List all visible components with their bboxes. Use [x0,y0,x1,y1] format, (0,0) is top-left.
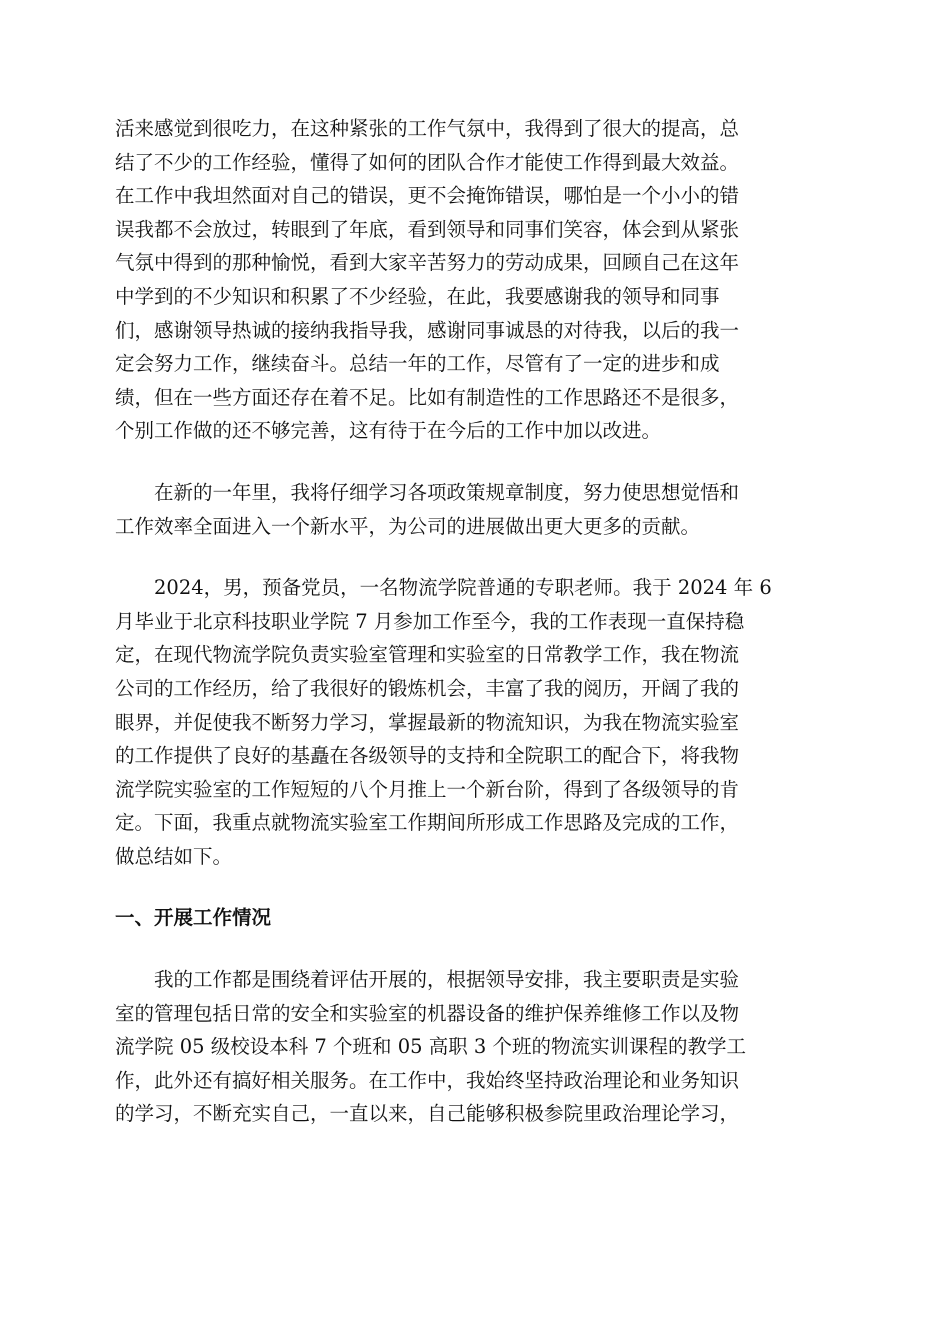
text-line: 定。下面，我重点就物流实验室工作期间所形成工作思路及完成的工作， [115,811,740,835]
paragraph-4 [115,963,831,1131]
text-line: 月毕业于北京科技职业学院 7 月参加工作至今，我的工作表现一直保持稳 [115,609,745,633]
text-line: 在工作中我坦然面对自己的错误，更不会掩饰错误，哪怕是一个小小的错 [115,184,740,208]
text-line: 结了不少的工作经验，懂得了如何的团队合作才能使工作得到最大效益。 [115,150,740,174]
paragraph-spacer [115,543,831,571]
paragraph-spacer [115,873,831,901]
text-line: 公司的工作经历，给了我很好的锻炼机会，丰富了我的阅历，开阔了我的 [115,676,740,700]
text-line: 们，感谢领导热诚的接纳我指导我，感谢同事诚恳的对待我，以后的我一 [115,318,740,342]
paragraph-2 [115,476,831,543]
text-line: 我的工作都是围绕着评估开展的，根据领导安排，我主要职责是实验 [115,968,740,992]
document-body [115,112,831,1131]
text-line: 个别工作做的还不够完善，这有待于在今后的工作中加以改进。 [115,419,662,443]
text-line: 做总结如下。 [115,844,233,868]
text-line: 的学习，不断充实自己，一直以来，自己能够积极参院里政治理论学习， [115,1102,740,1126]
text-line: 流学院 05 级校设本科 7 个班和 05 高职 3 个班的物流实训课程的教学工 [115,1035,747,1059]
text-line: 气氛中得到的那种愉悦，看到大家辛苦努力的劳动成果，回顾自己在这年 [115,251,740,275]
text-line: 的工作提供了良好的基矗在各级领导的支持和全院职工的配合下，将我物 [115,744,740,768]
paragraph-spacer [115,935,831,963]
text-line: 2024，男，预备党员，一名物流学院普通的专职老师。我于 2024 年 6 [115,576,772,600]
paragraph-3 [115,571,831,873]
text-line: 活来感觉到很吃力，在这种紧张的工作气氛中，我得到了很大的提高，总 [115,117,740,140]
paragraph-spacer [115,448,831,476]
text-line: 在新的一年里，我将仔细学习各项政策规章制度，努力使思想觉悟和 [115,480,740,504]
text-line: 工作效率全面进入一个新水平，为公司的进展做出更大更多的贡献。 [115,514,701,538]
text-line: 作，此外还有搞好相关服务。在工作中，我始终坚持政治理论和业务知识 [115,1068,740,1092]
text-line: 绩，但在一些方面还存在着不足。比如有制造性的工作思路还不是很多， [115,385,740,409]
text-line: 流学院实验室的工作短短的八个月推上一个新台阶，得到了各级领导的肯 [115,777,740,801]
text-line: 定，在现代物流学院负责实验室管理和实验室的日常教学工作，我在物流 [115,643,740,667]
section-heading: 一、开展工作情况 [115,906,272,930]
text-line: 眼界，并促使我不断努力学习，掌握最新的物流知识，为我在物流实验室 [115,710,740,734]
paragraph-1 [115,112,831,448]
text-line: 定会努力工作，继续奋斗。总结一年的工作，尽管有了一定的进步和成 [115,352,720,376]
text-line: 中学到的不少知识和积累了不少经验，在此，我要感谢我的领导和同事 [115,284,720,308]
text-line: 室的管理包括日常的安全和实验室的机器设备的维护保养维修工作以及物 [115,1001,740,1025]
text-line: 误我都不会放过，转眼到了年底，看到领导和同事们笑容，体会到从紧张 [115,217,740,241]
